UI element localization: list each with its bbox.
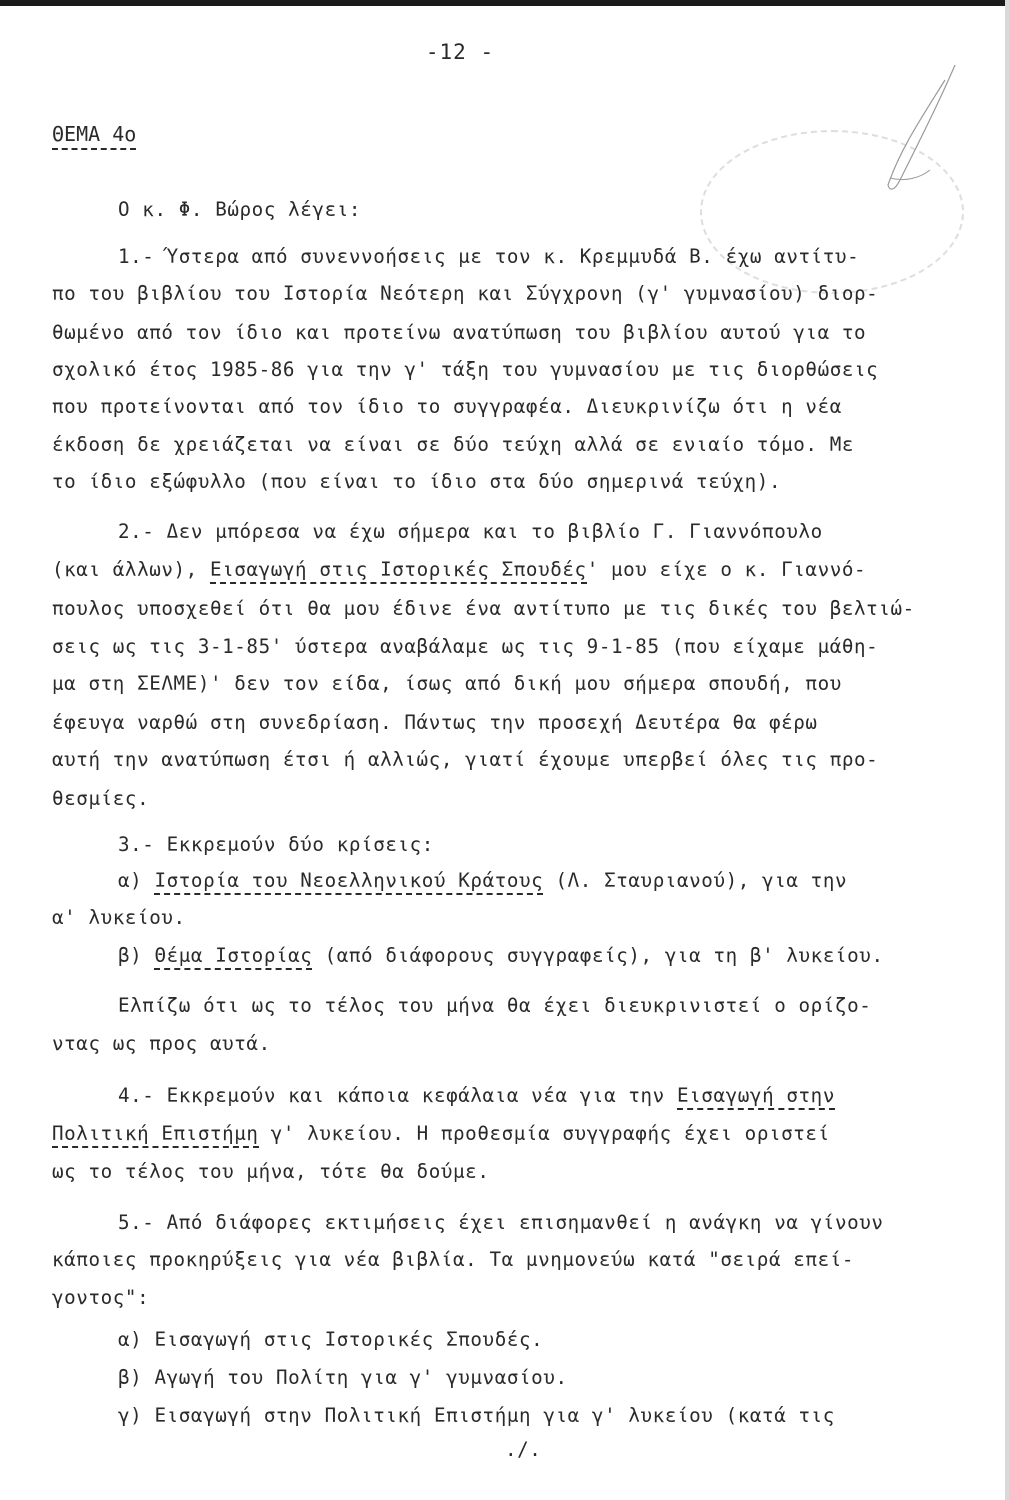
- underlined-title: Εισαγωγή στις Ιστορικές Σπουδές: [210, 558, 587, 584]
- text-line: [118, 994, 871, 1018]
- text-segment: 3.- Εκκρεμούν δύο κρίσεις:: [118, 833, 434, 856]
- text-segment: ./.: [505, 1438, 542, 1461]
- text-segment: α) Εισαγωγή στις Ιστορικές Σπουδές.: [118, 1328, 544, 1351]
- text-line: [52, 635, 878, 659]
- text-line: [118, 245, 859, 269]
- text-line: [52, 282, 878, 306]
- text-segment: πουλος υποσχεθεί ότι θα μου έδινε ένα αντίτυπο με τις δικές του βελτιώ-: [52, 597, 915, 620]
- text-line: [52, 321, 866, 345]
- text-line: [52, 711, 818, 735]
- text-segment: Ο κ. Φ. Βώρος λέγει:: [118, 198, 362, 221]
- section-heading-text: ΘΕΜΑ 4ο: [52, 122, 136, 150]
- text-line: [118, 1404, 835, 1428]
- text-segment: 5.- Από διάφορες εκτιμήσεις έχει επισημανθεί η ανάγκη να γίνουν: [118, 1211, 884, 1234]
- text-segment: ντας ως προς αυτά.: [52, 1032, 271, 1055]
- text-segment: 2.- Δεν μπόρεσα να έχω σήμερα και το βιβλίο Γ. Γιαννόπουλο: [118, 520, 823, 543]
- text-line: [118, 869, 847, 893]
- text-segment: μα στη ΣΕΛΜΕ)' δεν τον είδα, ίσως από δική μου σήμερα σπουδή, που: [52, 672, 842, 695]
- text-segment: θεσμίες.: [52, 787, 150, 810]
- text-line: [52, 672, 842, 696]
- text-line: [118, 198, 361, 222]
- text-segment: ' μου είχε ο κ. Γιαννό-: [586, 558, 867, 581]
- text-segment: έφευγα ναρθώ στη συνεδρίαση. Πάντως την προσεχή Δευτέρα θα φέρω: [52, 711, 818, 734]
- text-segment: ως το τέλος του μήνα, τότε θα δούμε.: [52, 1160, 490, 1183]
- text-segment: πο του βιβλίου του Ιστορία Νεότερη και Σύγχρονη (γ' γυμνασίου) διορ-: [52, 282, 879, 305]
- text-line: [52, 787, 149, 811]
- text-segment: σχολικό έτος 1985-86 για την γ' τάξη του γυμνασίου με τις διορθώσεις: [52, 358, 879, 381]
- text-line: [118, 1328, 543, 1352]
- text-line: [52, 1122, 830, 1146]
- text-segment: σεις ως τις 3-1-85' ύστερα αναβάλαμε ως τις 9-1-85 (που είχαμε μάθη-: [52, 635, 879, 658]
- text-segment: γ) Εισαγωγή στην Πολιτική Επιστήμη για γ' λυκείου (κατά τις: [118, 1404, 835, 1427]
- text-segment: α): [118, 869, 155, 892]
- text-line: [52, 470, 781, 494]
- text-line: [52, 1032, 271, 1056]
- text-line: [52, 395, 842, 419]
- text-line: [52, 558, 866, 582]
- text-segment: έκδοση δε χρειάζεται να είναι σε δύο τεύχη αλλά σε ενιαίο τόμο. Με: [52, 433, 855, 456]
- page-number: -12 -: [425, 40, 495, 64]
- text-segment: β): [118, 944, 155, 967]
- text-line: [118, 1211, 884, 1235]
- text-segment: το ίδιο εξώφυλλο (που είναι το ίδιο στα δύο σημερινά τεύχη).: [52, 470, 782, 493]
- text-segment: 1.- Ύστερα από συνεννοήσεις με τον κ. Κρεμμυδά Β. έχω αντίτυ-: [118, 245, 860, 268]
- underlined-title: Εισαγωγή στην: [677, 1084, 835, 1110]
- underlined-title: Πολιτική Επιστήμη: [52, 1122, 259, 1148]
- underlined-title: Θέμα Ιστορίας: [154, 944, 312, 970]
- text-segment: β) Αγωγή του Πολίτη για γ' γυμνασίου.: [118, 1366, 568, 1389]
- text-segment: γοντος":: [52, 1286, 150, 1309]
- text-line: [118, 1084, 835, 1108]
- text-line: [118, 520, 823, 544]
- text-segment: (από διάφορους συγγραφείς), για τη β' λυκείου.: [312, 944, 884, 967]
- text-line: [52, 1286, 149, 1310]
- text-segment: Ελπίζω ότι ως το τέλος του μήνα θα έχει διευκρινιστεί ο ορίζο-: [118, 994, 872, 1017]
- text-segment: γ' λυκείου. Η προθεσμία συγγραφής έχει οριστεί: [258, 1122, 830, 1145]
- underlined-title: Ιστορία του Νεοελληνικού Κράτους: [154, 869, 543, 895]
- text-line: [52, 1248, 854, 1272]
- text-line: [118, 1366, 568, 1390]
- text-line: [52, 748, 878, 772]
- text-line: [118, 944, 884, 968]
- text-line: [52, 597, 915, 621]
- text-segment: κάποιες προκηρύξεις για νέα βιβλία. Τα μνημονεύω κατά "σειρά επεί-: [52, 1248, 855, 1271]
- text-segment: που προτείνονται από τον ίδιο το συγγραφέα. Διευκρινίζω ότι η νέα: [52, 395, 842, 418]
- handwritten-signature-mark: [860, 60, 970, 200]
- text-line: [52, 1160, 489, 1184]
- text-line: [52, 433, 854, 457]
- text-line: [52, 358, 878, 382]
- text-line: [505, 1438, 541, 1462]
- text-line: [118, 833, 434, 857]
- text-segment: θωμένο από τον ίδιο και προτείνω ανατύπωση του βιβλίου αυτού για το: [52, 321, 867, 344]
- section-heading: [52, 122, 136, 146]
- text-segment: 4.- Εκκρεμούν και κάποια κεφάλαια νέα για την: [118, 1084, 677, 1107]
- text-segment: αυτή την ανατύπωση έτσι ή αλλιώς, γιατί έχουμε υπερβεί όλες τις προ-: [52, 748, 879, 771]
- text-segment: α' λυκείου.: [52, 906, 186, 929]
- text-segment: (Λ. Σταυριανού), για την: [543, 869, 848, 892]
- text-line: [52, 906, 186, 930]
- text-segment: (και άλλων),: [52, 558, 210, 581]
